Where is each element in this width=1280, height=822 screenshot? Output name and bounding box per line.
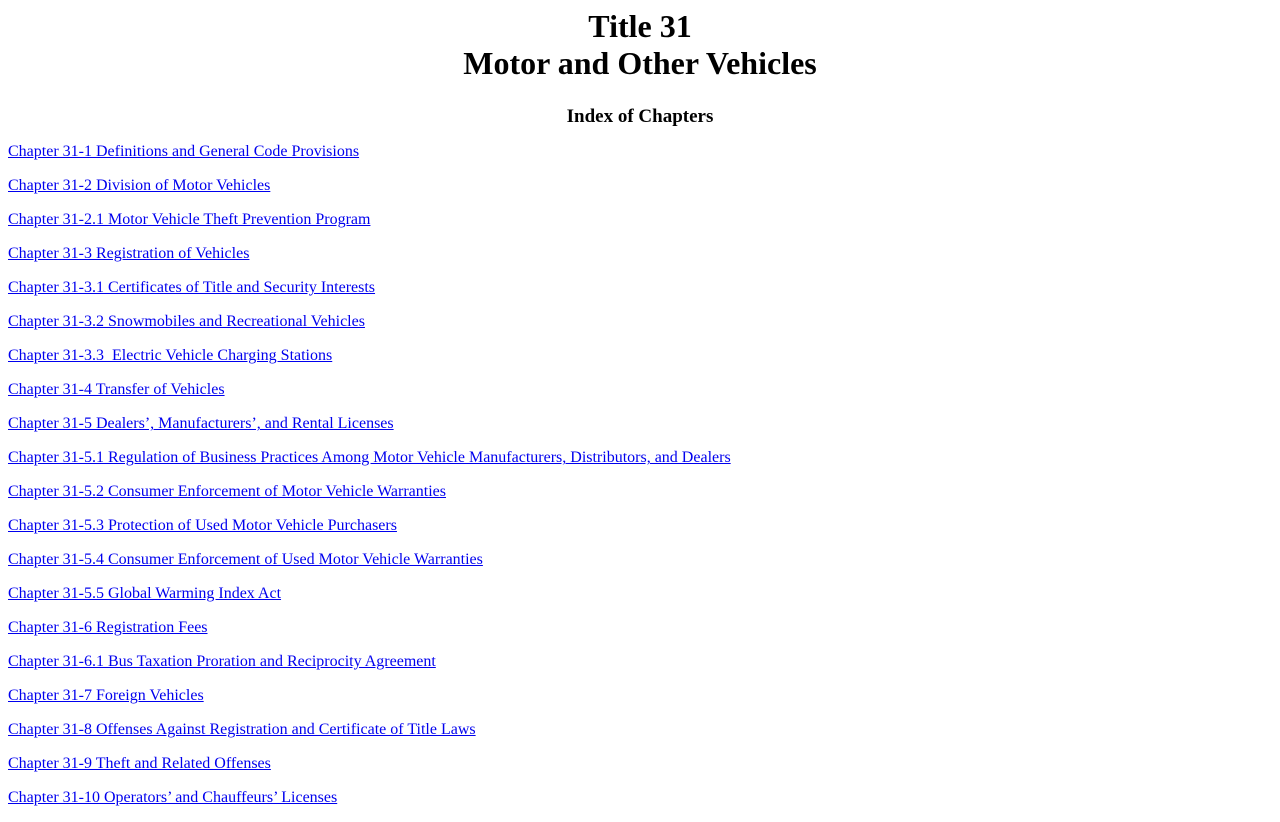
chapter-row	[8, 618, 1272, 637]
chapter-row	[8, 720, 1272, 739]
chapter-link[interactable]: Chapter 31-3.1 Certificates of Title and Security Interests	[8, 279, 376, 297]
chapter-row	[8, 380, 1272, 399]
chapter-link[interactable]: Chapter 31-8 Offenses Against Registration and Certificate of Title Laws	[8, 721, 476, 739]
chapter-link[interactable]: Chapter 31-5.5 Global Warming Index Act	[8, 585, 282, 603]
chapter-row	[8, 346, 1272, 365]
chapter-link[interactable]: Chapter 31-6.1 Bus Taxation Proration and Reciprocity Agreement	[8, 653, 436, 671]
chapter-row	[8, 176, 1272, 195]
chapter-link[interactable]: Chapter 31-10 Operators’ and Chauffeurs’ Licenses	[8, 789, 338, 807]
chapter-link[interactable]: Chapter 31-3 Registration of Vehicles	[8, 245, 250, 263]
chapter-list	[8, 142, 1272, 807]
chapter-link[interactable]: Chapter 31-3.2 Snowmobiles and Recreational Vehicles	[8, 313, 365, 331]
chapter-row	[8, 482, 1272, 501]
page-title-line1: Title 31	[588, 8, 692, 44]
chapter-link[interactable]: Chapter 31-4 Transfer of Vehicles	[8, 381, 225, 399]
chapter-link[interactable]: Chapter 31-5.4 Consumer Enforcement of Used Motor Vehicle Warranties	[8, 551, 483, 569]
chapter-row	[8, 278, 1272, 297]
page-title	[8, 8, 1272, 82]
chapter-row	[8, 210, 1272, 229]
chapter-row	[8, 652, 1272, 671]
chapter-link[interactable]: Chapter 31-3.3 Electric Vehicle Charging Stations	[8, 347, 333, 365]
chapter-link[interactable]: Chapter 31-5.1 Regulation of Business Practices Among Motor Vehicle Manufacturers, Distributors, and Dealers	[8, 449, 731, 467]
chapter-row	[8, 244, 1272, 263]
chapter-link[interactable]: Chapter 31-6 Registration Fees	[8, 619, 208, 637]
page-title-line2: Motor and Other Vehicles	[463, 44, 817, 81]
chapter-link[interactable]: Chapter 31-5 Dealers’, Manufacturers’, and Rental Licenses	[8, 415, 394, 433]
chapter-link[interactable]: Chapter 31-5.2 Consumer Enforcement of Motor Vehicle Warranties	[8, 483, 446, 501]
chapter-link[interactable]: Chapter 31-9 Theft and Related Offenses	[8, 755, 271, 773]
index-of-chapters-heading: Index of Chapters	[566, 105, 714, 127]
chapter-row	[8, 550, 1272, 569]
chapter-row	[8, 414, 1272, 433]
chapter-row	[8, 788, 1272, 807]
chapter-row	[8, 448, 1272, 467]
chapter-row	[8, 584, 1272, 603]
chapter-link[interactable]: Chapter 31-2 Division of Motor Vehicles	[8, 177, 271, 195]
chapter-row	[8, 312, 1272, 331]
chapter-row	[8, 142, 1272, 161]
chapter-link[interactable]: Chapter 31-7 Foreign Vehicles	[8, 687, 204, 705]
chapter-row	[8, 754, 1272, 773]
chapter-link[interactable]: Chapter 31-2.1 Motor Vehicle Theft Prevention Program	[8, 211, 371, 229]
chapter-row	[8, 516, 1272, 535]
chapter-link[interactable]: Chapter 31-1 Definitions and General Code Provisions	[8, 143, 360, 161]
chapter-row	[8, 686, 1272, 705]
chapter-link[interactable]: Chapter 31-5.3 Protection of Used Motor Vehicle Purchasers	[8, 517, 397, 535]
